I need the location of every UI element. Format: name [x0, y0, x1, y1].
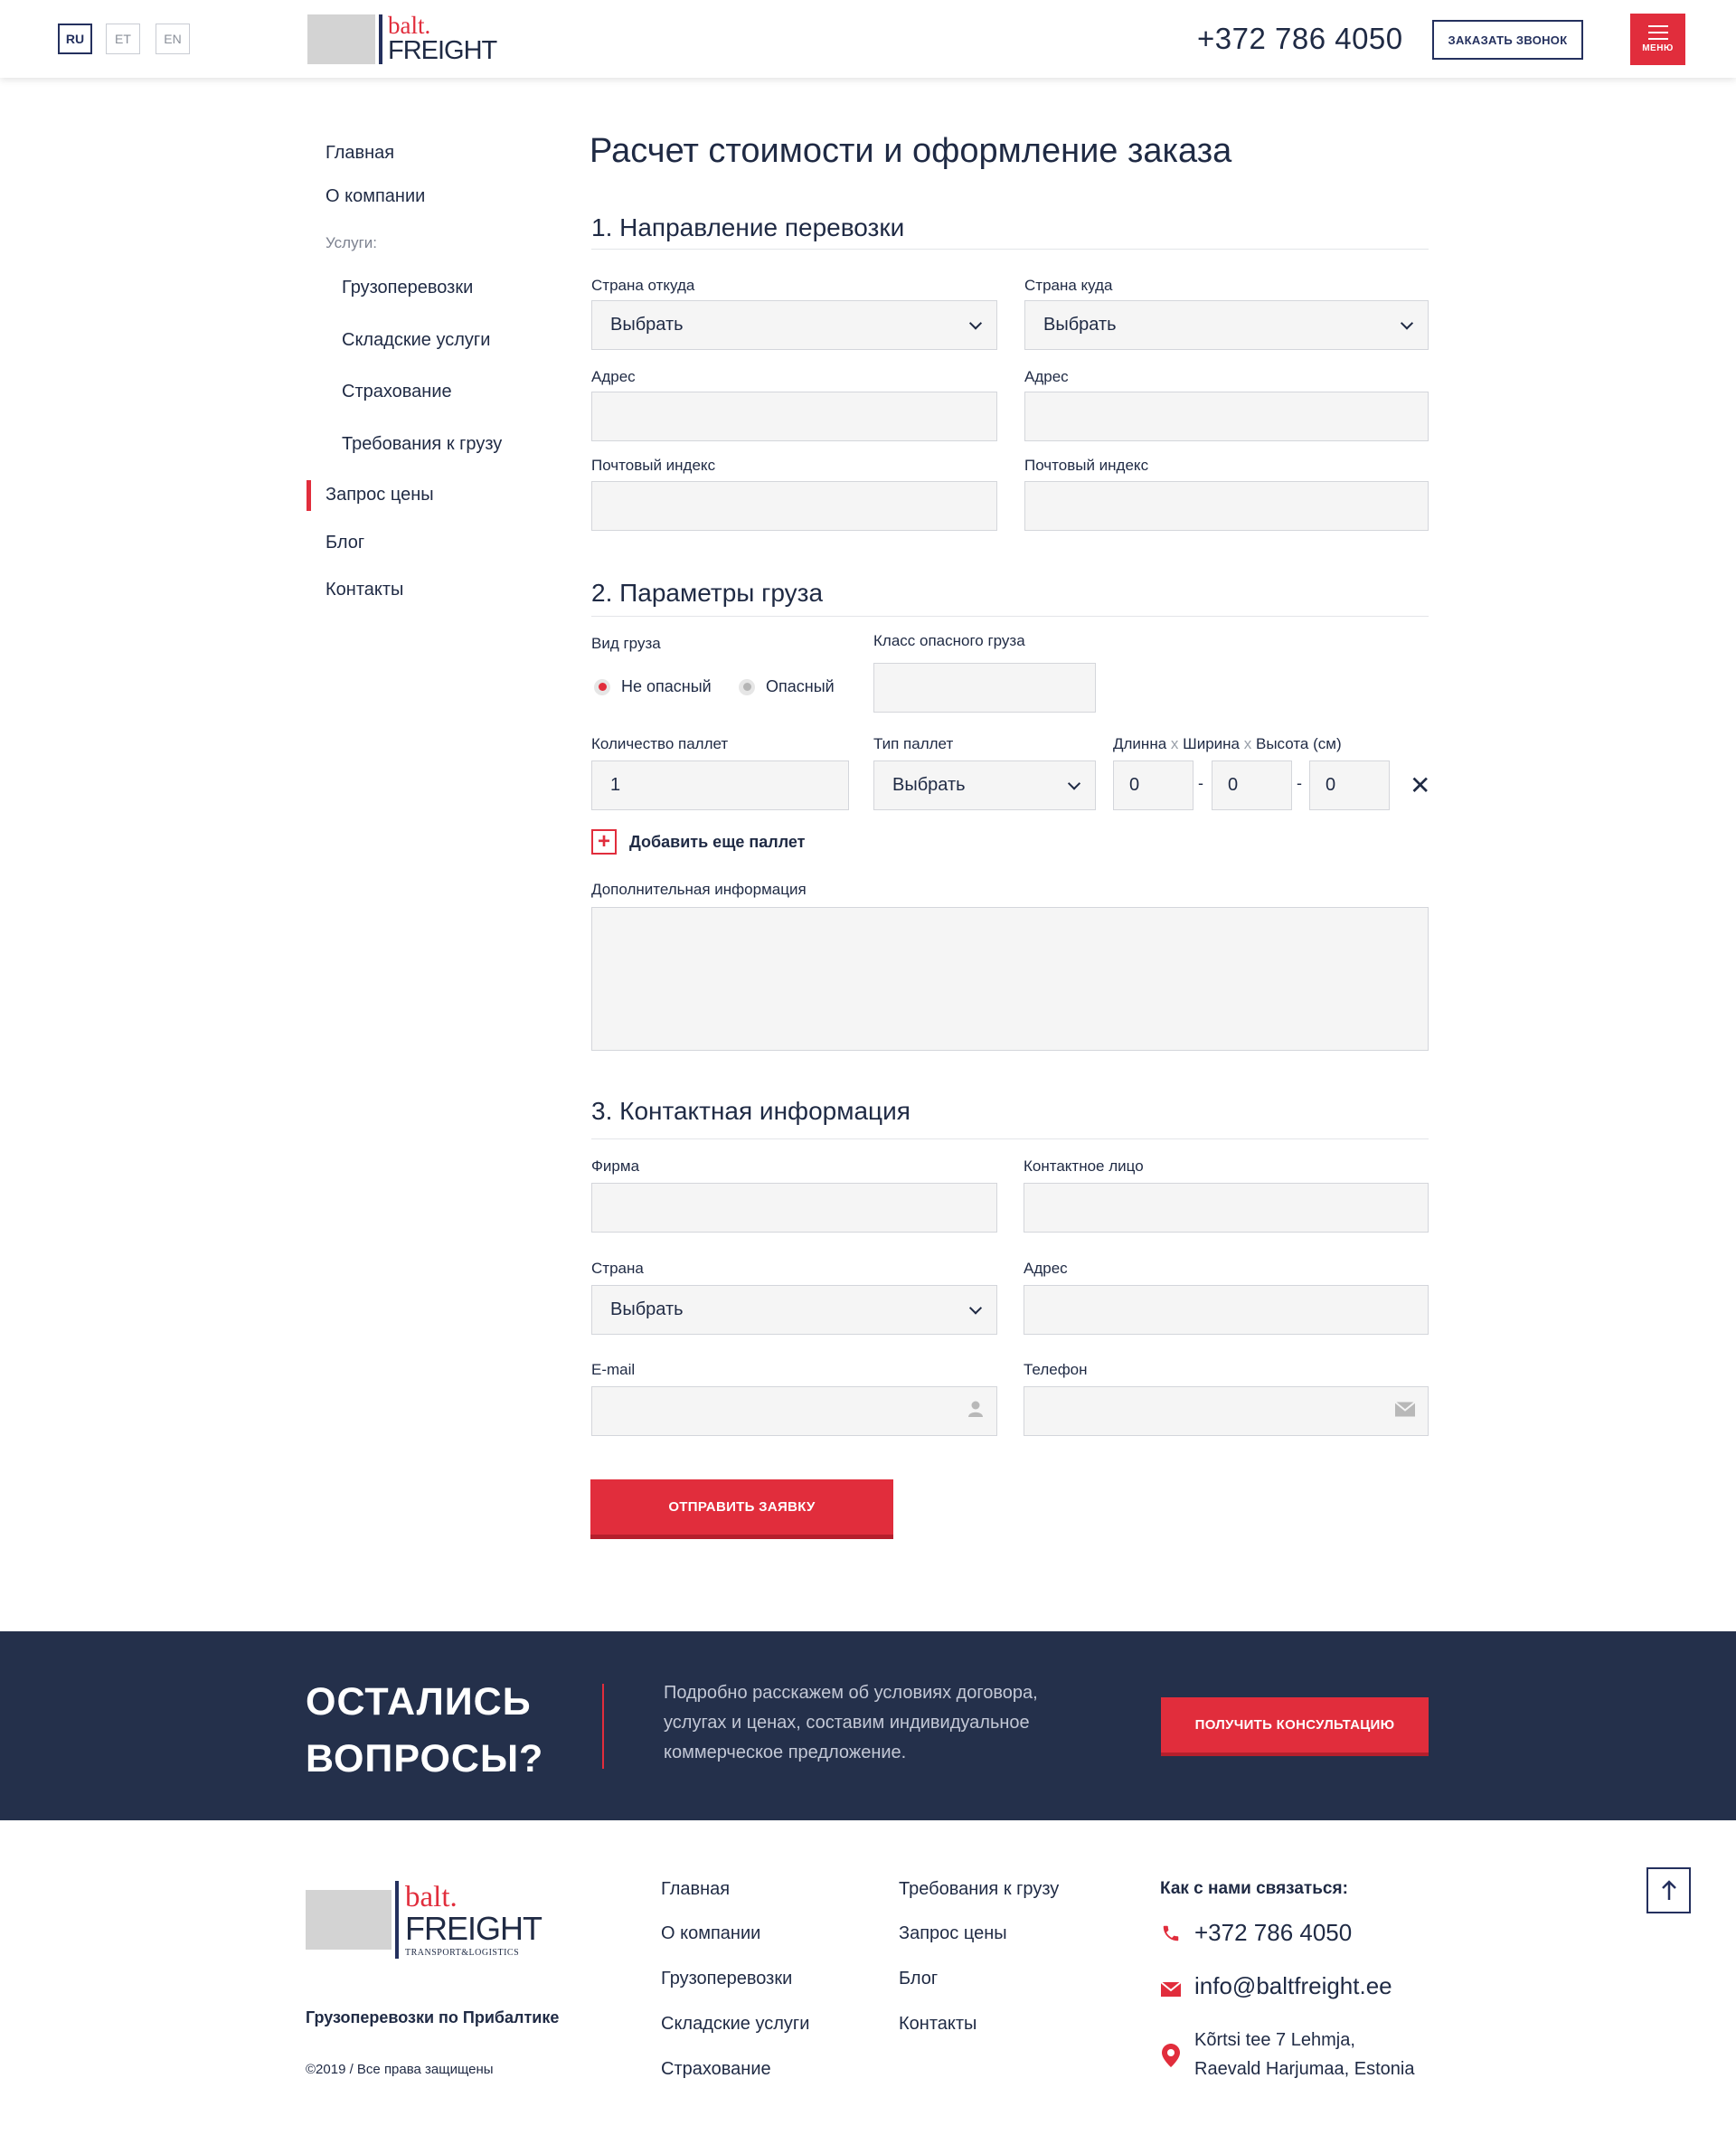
envelope-icon — [1395, 1401, 1415, 1422]
contact-person-input[interactable] — [1024, 1183, 1429, 1233]
footer-link-contacts[interactable]: Контакты — [899, 2014, 977, 2034]
dim-length-value: 0 — [1129, 775, 1140, 795]
submit-request-button[interactable]: ОТПРАВИТЬ ЗАЯВКУ — [590, 1479, 893, 1539]
footer-tagline: Грузоперевозки по Прибалтике — [306, 2008, 560, 2026]
radio-dangerous-label: Опасный — [766, 677, 835, 695]
footer-address-row — [1160, 2026, 1414, 2083]
questions-title — [306, 1674, 543, 1788]
pallet-count-input[interactable] — [591, 760, 849, 810]
lang-et-button[interactable]: ET — [106, 24, 140, 54]
danger-class-input[interactable] — [873, 663, 1096, 713]
footer-link-warehouse[interactable]: Складские услуги — [661, 2014, 810, 2034]
sidebar-item-price-request[interactable]: Запрос цены — [326, 485, 434, 505]
site-header — [0, 0, 1736, 78]
dim-width-input[interactable] — [1212, 760, 1292, 810]
logo-freight-text: FREIGHT — [388, 36, 497, 65]
chevron-down-icon — [969, 1301, 982, 1314]
email-label: E-mail — [591, 1361, 636, 1378]
radio-dot — [739, 679, 755, 695]
from-country-label: Страна откуда — [591, 277, 695, 294]
dim-x-text: x — [1243, 735, 1252, 752]
extra-info-textarea[interactable] — [591, 907, 1429, 1051]
logo-balt-text: balt. — [388, 12, 431, 39]
address-label: Адрес — [1024, 1260, 1068, 1277]
sidebar-item-home[interactable]: Главная — [326, 143, 395, 163]
page-title: Расчет стоимости и оформление заказа — [590, 132, 1232, 170]
map-pin-icon — [1160, 2026, 1182, 2067]
questions-title-line1: ОСТАЛИСЬ — [306, 1680, 532, 1724]
header-phone[interactable]: +372 786 4050 — [1197, 22, 1403, 55]
sidebar-group-services: Услуги: — [326, 234, 378, 251]
logo-tagline-text: TRANSPORT&LOGISTICS — [405, 1947, 520, 1958]
to-country-label: Страна куда — [1024, 277, 1113, 294]
logo-image-placeholder — [306, 1890, 392, 1950]
sidebar-item-contacts[interactable]: Контакты — [326, 580, 404, 600]
band-divider — [602, 1684, 604, 1769]
from-address-input[interactable] — [591, 392, 997, 441]
lang-ru-button[interactable]: RU — [58, 24, 92, 54]
chevron-down-icon — [1401, 316, 1413, 329]
footer-copyright: ©2019 / Все права защищены — [306, 2062, 494, 2077]
sidebar-active-marker — [307, 480, 311, 511]
to-country-select[interactable] — [1024, 300, 1429, 350]
radio-dot-selected — [594, 679, 610, 695]
dim-x-text: x — [1170, 735, 1179, 752]
cargo-type-label: Вид груза — [591, 635, 661, 652]
to-country-value: Выбрать — [1043, 315, 1117, 335]
address-input[interactable] — [1024, 1285, 1429, 1335]
dim-width-text: Ширина — [1183, 735, 1241, 752]
pallet-count-value: 1 — [610, 775, 621, 795]
footer-link-about[interactable]: О компании — [661, 1923, 761, 1943]
from-country-select[interactable] — [591, 300, 997, 350]
footer-phone: +372 786 4050 — [1194, 1919, 1353, 1946]
footer-phone-row[interactable] — [1160, 1919, 1352, 1947]
logo-divider — [395, 1881, 399, 1959]
to-zip-label: Почтовый индекс — [1024, 457, 1149, 474]
dim-width-value: 0 — [1228, 775, 1239, 795]
section-direction-title: 1. Направление перевозки — [591, 213, 905, 241]
logo-freight-text: FREIGHT — [405, 1909, 542, 1947]
dim-length-input[interactable] — [1113, 760, 1194, 810]
phone-input[interactable] — [1024, 1386, 1429, 1436]
callback-button[interactable]: ЗАКАЗАТЬ ЗВОНОК — [1432, 20, 1583, 60]
pallet-count-label: Количество паллет — [591, 735, 729, 752]
get-consultation-button[interactable]: ПОЛУЧИТЬ КОНСУЛЬТАЦИЮ — [1161, 1697, 1429, 1756]
menu-button[interactable] — [1630, 14, 1685, 65]
menu-label: МЕНЮ — [1642, 43, 1674, 53]
dim-height-text: Высота — [1255, 735, 1309, 752]
from-country-value: Выбрать — [610, 315, 684, 335]
from-zip-input[interactable] — [591, 481, 997, 531]
country-select[interactable] — [591, 1285, 997, 1335]
radio-not-dangerous[interactable] — [594, 677, 712, 696]
footer-link-freight[interactable]: Грузоперевозки — [661, 1969, 793, 1989]
country-value: Выбрать — [610, 1299, 684, 1319]
contact-person-label: Контактное лицо — [1024, 1157, 1144, 1175]
add-pallet-button[interactable] — [591, 829, 806, 855]
header-logo[interactable] — [307, 14, 496, 64]
logo-image-placeholder — [307, 14, 375, 64]
radio-not-dangerous-label: Не опасный — [621, 677, 712, 695]
dim-height-input[interactable] — [1309, 760, 1390, 810]
close-icon[interactable]: ✕ — [1410, 771, 1431, 799]
sidebar-item-insurance[interactable]: Страхование — [342, 382, 452, 401]
section-divider — [591, 249, 1429, 250]
footer-contact-heading: Как с нами связаться: — [1160, 1879, 1348, 1898]
section-cargo-title: 2. Параметры груза — [591, 579, 824, 607]
footer-link-insurance[interactable]: Страхование — [661, 2059, 771, 2079]
scroll-to-top-button[interactable] — [1646, 1867, 1691, 1913]
sidebar-item-freight[interactable]: Грузоперевозки — [342, 278, 474, 298]
to-address-input[interactable] — [1024, 392, 1429, 441]
footer-address-line2: Raevald Harjumaa, Estonia — [1194, 2059, 1415, 2079]
pallet-type-label: Тип паллет — [873, 735, 954, 752]
footer-link-price-request[interactable]: Запрос цены — [899, 1923, 1007, 1943]
logo-balt-text: balt. — [405, 1880, 458, 1913]
to-address-label: Адрес — [1024, 368, 1069, 385]
company-label: Фирма — [591, 1157, 640, 1175]
phone-label: Телефон — [1024, 1361, 1088, 1378]
dim-separator: - — [1198, 774, 1203, 792]
footer-link-home[interactable]: Главная — [661, 1879, 731, 1899]
pallet-type-value: Выбрать — [892, 775, 966, 795]
footer-email: info@baltfreight.ee — [1194, 1972, 1392, 1999]
envelope-icon — [1160, 1972, 1182, 1997]
user-icon — [967, 1400, 984, 1423]
radio-dangerous[interactable] — [739, 677, 835, 696]
email-input[interactable] — [591, 1386, 997, 1436]
phone-icon — [1160, 1919, 1182, 1943]
dimensions-label — [1113, 735, 1342, 753]
sidebar-item-requirements[interactable]: Требования к грузу — [342, 434, 503, 454]
section-divider — [591, 616, 1429, 617]
hamburger-icon — [1648, 25, 1668, 40]
questions-title-line2: ВОПРОСЫ? — [306, 1737, 544, 1781]
danger-class-label: Класс опасного груза — [873, 632, 1025, 649]
dim-unit-text: (см) — [1313, 735, 1342, 752]
pallet-type-select[interactable] — [873, 760, 1096, 810]
footer-logo[interactable] — [306, 1881, 542, 1959]
dim-height-value: 0 — [1326, 775, 1336, 795]
from-address-label: Адрес — [591, 368, 636, 385]
chevron-down-icon — [969, 316, 982, 329]
from-zip-label: Почтовый индекс — [591, 457, 716, 474]
arrow-up-icon — [1661, 1880, 1677, 1902]
dim-separator: - — [1297, 774, 1302, 792]
sidebar-item-warehouse[interactable]: Складские услуги — [342, 330, 491, 350]
extra-info-label: Дополнительная информация — [591, 881, 807, 898]
add-pallet-label: Добавить еще паллет — [629, 832, 806, 851]
sidebar-item-blog[interactable]: Блог — [326, 533, 365, 553]
lang-en-button[interactable]: EN — [156, 24, 190, 54]
section-divider — [591, 1138, 1429, 1139]
company-input[interactable] — [591, 1183, 997, 1233]
questions-text: Подробно расскажем об условиях договора, услугах и ценах, составим индивидуальное коммерческое предложение. — [664, 1683, 1038, 1762]
sidebar-item-about[interactable]: О компании — [326, 186, 426, 206]
footer-email-row[interactable] — [1160, 1972, 1392, 2000]
footer-link-requirements[interactable]: Требования к грузу — [899, 1879, 1060, 1899]
plus-icon: + — [591, 829, 617, 855]
section-contact-title: 3. Контактная информация — [591, 1097, 910, 1125]
to-zip-input[interactable] — [1024, 481, 1429, 531]
logo-divider — [379, 14, 382, 64]
dim-length-text: Длинна — [1113, 735, 1167, 752]
country-label: Страна — [591, 1260, 644, 1277]
footer-address-line1: Kõrtsi tee 7 Lehmja, — [1194, 2030, 1355, 2050]
footer-link-blog[interactable]: Блог — [899, 1969, 939, 1989]
chevron-down-icon — [1068, 777, 1080, 789]
